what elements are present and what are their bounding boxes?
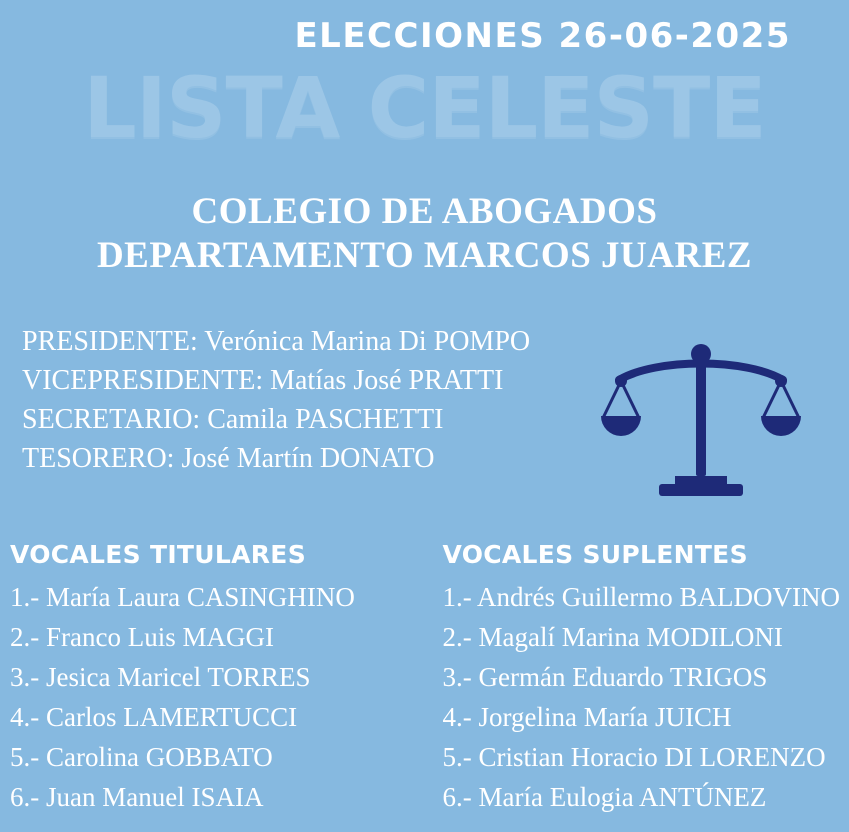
organization-block bbox=[0, 190, 849, 278]
list-item: 3.- Germán Eduardo TRIGOS bbox=[442, 662, 768, 692]
organization-line-1: COLEGIO DE ABOGADOS bbox=[191, 191, 658, 232]
list-item: 4.- Carlos LAMERTUCCI bbox=[10, 702, 298, 732]
list-item: 4.- Jorgelina María JUICH bbox=[442, 702, 732, 732]
column-vocales-suplentes bbox=[425, 540, 840, 817]
list-item: 1.- Andrés Guillermo BALDOVINO bbox=[442, 582, 840, 612]
election-date: ELECCIONES 26-06-2025 bbox=[294, 16, 791, 56]
officer-row-secretary bbox=[22, 400, 622, 439]
officer-role-president: PRESIDENTE: bbox=[22, 326, 198, 357]
list-item: 2.- Franco Luis MAGGI bbox=[10, 622, 274, 652]
column-heading-titulares: VOCALES TITULARES bbox=[10, 540, 306, 569]
officer-name-president: Verónica Marina Di POMPO bbox=[204, 326, 531, 357]
column-vocales-titulares bbox=[10, 540, 407, 817]
officer-role-secretary: SECRETARIO: bbox=[22, 404, 201, 435]
officer-row-vicepresident bbox=[22, 361, 622, 400]
list-item: 3.- Jesica Maricel TORRES bbox=[10, 662, 311, 692]
officer-name-vicepresident: Matías José PRATTI bbox=[270, 365, 504, 396]
list-item: 5.- Carolina GOBBATO bbox=[10, 742, 273, 772]
candidate-columns bbox=[10, 540, 839, 817]
list-item: 6.- María Eulogia ANTÚNEZ bbox=[442, 782, 767, 812]
officers-list bbox=[22, 322, 622, 478]
scales-of-justice-icon bbox=[601, 336, 801, 506]
list-title: LISTA CELESTE bbox=[83, 59, 766, 157]
list-item: 6.- Juan Manuel ISAIA bbox=[10, 782, 264, 812]
list-item: 5.- Cristian Horacio DI LORENZO bbox=[442, 742, 826, 772]
organization-line-2: DEPARTAMENTO MARCOS JUAREZ bbox=[96, 235, 753, 276]
officer-row-president bbox=[22, 322, 622, 361]
officer-row-treasurer bbox=[22, 439, 622, 478]
list-item: 1.- María Laura CASINGHINO bbox=[10, 582, 355, 612]
officer-name-secretary: Camila PASCHETTI bbox=[207, 404, 444, 435]
officer-role-vicepresident: VICEPRESIDENTE: bbox=[22, 365, 264, 396]
column-heading-suplentes: VOCALES SUPLENTES bbox=[442, 540, 748, 569]
officer-role-treasurer: TESORERO: bbox=[22, 443, 175, 474]
list-item: 2.- Magalí Marina MODILONI bbox=[442, 622, 783, 652]
officer-name-treasurer: José Martín DONATO bbox=[181, 443, 435, 474]
